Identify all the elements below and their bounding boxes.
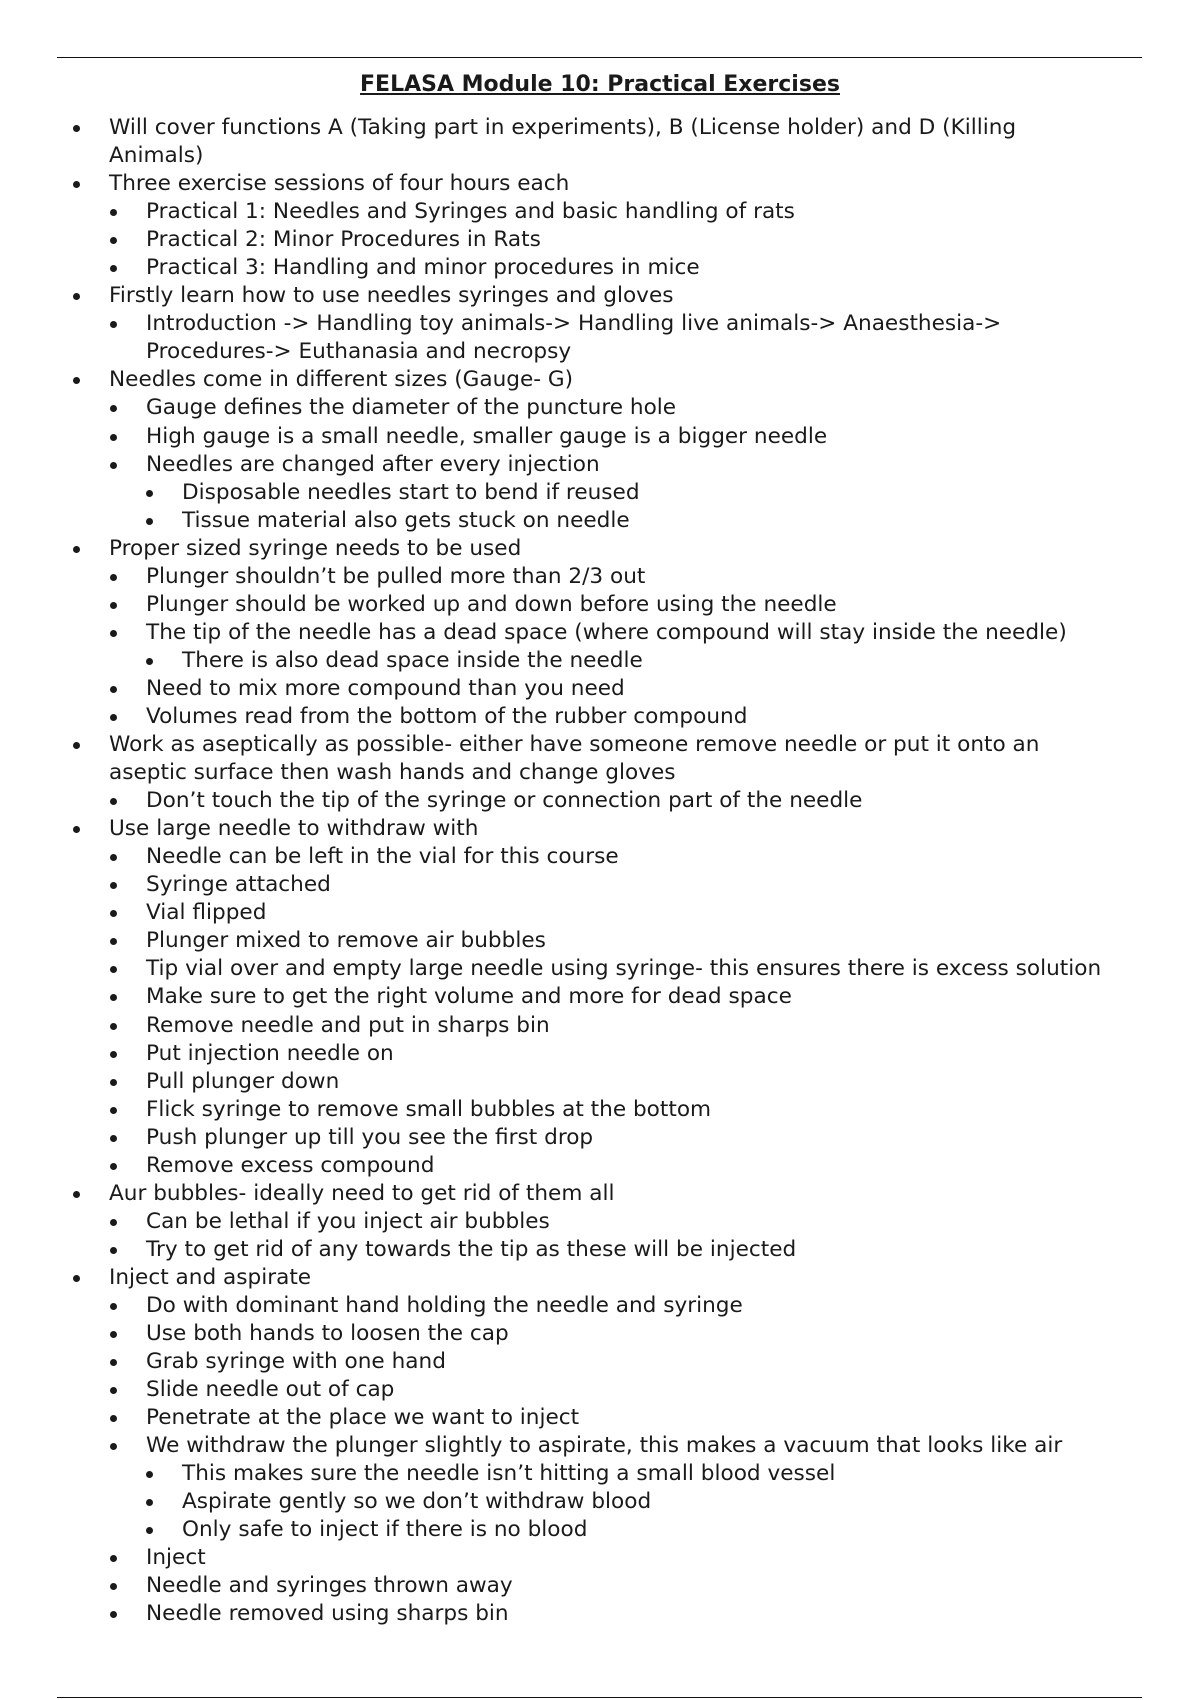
- list-item: [0, 843, 1126, 871]
- bullet-icon: [110, 1555, 117, 1562]
- bullet-icon: [110, 1247, 117, 1254]
- list-item: [0, 899, 1126, 927]
- list-item-text: Use both hands to loosen the cap: [146, 1321, 509, 1347]
- bullet-icon: [110, 1303, 117, 1310]
- list-item: [0, 1264, 1109, 1292]
- bullet-icon: [110, 1163, 117, 1170]
- list-item-text: Gauge defines the diameter of the puncture hole: [146, 395, 677, 421]
- bullet-icon: [73, 1275, 80, 1282]
- list-item-text: Push plunger up till you see the first drop: [146, 1124, 594, 1150]
- list-item-text: Penetrate at the place we want to inject: [146, 1405, 580, 1431]
- list-item-text: Needle removed using sharps bin: [146, 1601, 509, 1627]
- bullet-icon: [110, 405, 117, 412]
- list-item-text: Practical 1: Needles and Syringes and basic handling of rats: [146, 199, 795, 225]
- list-item: [0, 1180, 1109, 1208]
- list-item: [0, 1012, 1126, 1040]
- list-item: [0, 1068, 1126, 1096]
- list-item-text: Will cover functions A (Taking part in experiments), B (License holder) and D (Killing Animals): [109, 115, 1017, 169]
- list-item-text: Remove needle and put in sharps bin: [146, 1012, 550, 1038]
- list-item: [0, 535, 1109, 563]
- list-item: [0, 479, 1132, 507]
- list-item: [0, 394, 1126, 422]
- list-item-text: The tip of the needle has a dead space (where compound will stay inside the needle): [146, 619, 1067, 645]
- list-item: [0, 1600, 1126, 1628]
- bullet-icon: [73, 1191, 80, 1198]
- bullet-icon: [110, 321, 117, 328]
- bullet-icon: [110, 1107, 117, 1114]
- list-item: [0, 1460, 1132, 1488]
- list-item-text: Can be lethal if you inject air bubbles: [146, 1208, 550, 1234]
- list-item-text: Do with dominant hand holding the needle and syringe: [146, 1292, 743, 1318]
- list-item: [0, 787, 1126, 815]
- bottom-rule: [57, 1697, 1142, 1698]
- list-item-text: Syringe attached: [146, 872, 331, 898]
- list-item-text: Slide needle out of cap: [146, 1377, 395, 1403]
- list-item-text: Introduction -> Handling toy animals-> Handling live animals-> Anaesthesia-> Procedures-> Euthanasia and necropsy: [146, 311, 1002, 365]
- bullet-icon: [110, 1023, 117, 1030]
- list-item: [0, 675, 1126, 703]
- bullet-icon: [73, 293, 80, 300]
- bullet-icon: [110, 882, 117, 889]
- list-item: [0, 1544, 1126, 1572]
- list-item: [0, 451, 1126, 479]
- list-item-text: Pull plunger down: [146, 1068, 340, 1094]
- list-item: [0, 703, 1126, 731]
- list-item: [0, 1152, 1126, 1180]
- bullet-icon: [110, 1611, 117, 1618]
- list-item: [0, 170, 1109, 198]
- list-item-text: Try to get rid of any towards the tip as these will be injected: [146, 1236, 797, 1262]
- bullet-icon: [110, 910, 117, 917]
- list-item-text: Aspirate gently so we don’t withdraw blood: [182, 1489, 652, 1515]
- bullet-icon: [110, 1415, 117, 1422]
- bullet-icon: [110, 686, 117, 693]
- bullet-icon: [73, 546, 80, 553]
- list-item: [0, 226, 1126, 254]
- bullet-icon: [73, 826, 80, 833]
- list-item-text: Three exercise sessions of four hours each: [109, 171, 570, 197]
- list-item-text: Plunger should be worked up and down before using the needle: [146, 591, 837, 617]
- list-item: [0, 1040, 1126, 1068]
- list-item-text: Work as aseptically as possible- either have someone remove needle or put it onto an aseptic surface then wash hands and change gloves: [109, 732, 1040, 786]
- bullet-icon: [110, 574, 117, 581]
- bullet-icon: [110, 1135, 117, 1142]
- list-item: [0, 927, 1126, 955]
- list-item: [0, 1572, 1126, 1600]
- bullet-icon: [110, 714, 117, 721]
- list-item: [0, 1348, 1126, 1376]
- list-item: [0, 591, 1126, 619]
- list-item: [0, 1432, 1126, 1460]
- list-item: [0, 254, 1126, 282]
- list-item: [0, 1124, 1126, 1152]
- bullet-icon: [73, 377, 80, 384]
- bullet-icon: [110, 1443, 117, 1450]
- list-item-text: Needles are changed after every injection: [146, 451, 600, 477]
- list-item-text: Proper sized syringe needs to be used: [109, 535, 522, 561]
- bullet-icon: [73, 742, 80, 749]
- list-item-text: Tissue material also gets stuck on needle: [182, 507, 630, 533]
- list-item-text: Practical 2: Minor Procedures in Rats: [146, 227, 541, 253]
- bullet-icon: [110, 994, 117, 1001]
- top-rule: [57, 57, 1142, 58]
- list-item: [0, 1376, 1126, 1404]
- bullet-icon: [110, 1359, 117, 1366]
- list-item: [0, 1292, 1126, 1320]
- bullet-icon: [110, 798, 117, 805]
- bullet-icon: [110, 265, 117, 272]
- list-item: [0, 1208, 1126, 1236]
- list-item-text: High gauge is a small needle, smaller gauge is a bigger needle: [146, 423, 828, 449]
- list-item: [0, 366, 1109, 394]
- list-item: [0, 983, 1126, 1011]
- list-item: [0, 871, 1126, 899]
- list-item: [0, 731, 1109, 787]
- bullet-icon: [146, 1471, 153, 1478]
- bullet-icon: [110, 1387, 117, 1394]
- list-item: [0, 1404, 1126, 1432]
- list-item: [0, 1516, 1132, 1544]
- list-item-text: Firstly learn how to use needles syringes and gloves: [109, 283, 674, 309]
- list-item: [0, 815, 1109, 843]
- list-item: [0, 507, 1132, 535]
- list-item: [0, 1236, 1126, 1264]
- bullet-icon: [110, 434, 117, 441]
- list-item-text: Plunger mixed to remove air bubbles: [146, 928, 546, 954]
- bullet-icon: [73, 181, 80, 188]
- list-item: [0, 647, 1132, 675]
- list-item-text: There is also dead space inside the needle: [182, 647, 643, 673]
- list-item-text: Flick syringe to remove small bubbles at the bottom: [146, 1096, 712, 1122]
- list-item-text: Plunger shouldn’t be pulled more than 2/3 out: [146, 563, 646, 589]
- list-item: [0, 1096, 1126, 1124]
- bullet-icon: [110, 237, 117, 244]
- bullet-icon: [110, 462, 117, 469]
- list-item: [0, 198, 1126, 226]
- list-item-text: Needle and syringes thrown away: [146, 1573, 513, 1599]
- list-item: [0, 310, 1126, 366]
- list-item-text: Needles come in different sizes (Gauge- G): [109, 367, 574, 393]
- list-item-text: Don’t touch the tip of the syringe or connection part of the needle: [146, 788, 863, 814]
- bullet-icon: [110, 630, 117, 637]
- list-item: [0, 282, 1109, 310]
- bullet-icon: [110, 966, 117, 973]
- document-title: FELASA Module 10: Practical Exercises: [360, 72, 840, 97]
- list-item-text: Aur bubbles- ideally need to get rid of them all: [109, 1180, 615, 1206]
- bullet-icon: [146, 490, 153, 497]
- bullet-icon: [146, 1499, 153, 1506]
- list-item-text: Make sure to get the right volume and more for dead space: [146, 984, 792, 1010]
- list-item-text: Volumes read from the bottom of the rubber compound: [146, 703, 748, 729]
- list-item-text: Tip vial over and empty large needle using syringe- this ensures there is excess solution: [146, 956, 1102, 982]
- list-item: [0, 114, 1109, 170]
- list-item-text: Needle can be left in the vial for this course: [146, 844, 619, 870]
- bullet-icon: [146, 518, 153, 525]
- list-item-text: We withdraw the plunger slightly to aspirate, this makes a vacuum that looks like air: [146, 1433, 1063, 1459]
- bullet-icon: [110, 1331, 117, 1338]
- list-item-text: Inject and aspirate: [109, 1264, 312, 1290]
- bullet-icon: [73, 125, 80, 132]
- bullet-icon: [110, 209, 117, 216]
- list-item: [0, 619, 1126, 647]
- bullet-icon: [110, 602, 117, 609]
- bullet-icon: [146, 1527, 153, 1534]
- bullet-icon: [110, 938, 117, 945]
- bullet-icon: [146, 658, 153, 665]
- list-item-text: Put injection needle on: [146, 1040, 394, 1066]
- list-item-text: Remove excess compound: [146, 1152, 435, 1178]
- bullet-icon: [110, 1583, 117, 1590]
- bullet-icon: [110, 1079, 117, 1086]
- list-item: [0, 423, 1126, 451]
- list-item-text: Only safe to inject if there is no blood: [182, 1517, 588, 1543]
- list-item-text: Disposable needles start to bend if reused: [182, 479, 640, 505]
- list-item: [0, 955, 1126, 983]
- list-item: [0, 1320, 1126, 1348]
- notes-list: [0, 114, 1200, 1629]
- list-item-text: Use large needle to withdraw with: [109, 816, 479, 842]
- list-item-text: Grab syringe with one hand: [146, 1349, 446, 1375]
- list-item-text: Need to mix more compound than you need: [146, 675, 625, 701]
- list-item: [0, 563, 1126, 591]
- list-item: [0, 1488, 1132, 1516]
- bullet-icon: [110, 854, 117, 861]
- list-item-text: Inject: [146, 1545, 206, 1571]
- list-item-text: This makes sure the needle isn’t hitting a small blood vessel: [182, 1461, 836, 1487]
- bullet-icon: [110, 1051, 117, 1058]
- list-item-text: Practical 3: Handling and minor procedures in mice: [146, 255, 700, 281]
- bullet-icon: [110, 1219, 117, 1226]
- list-item-text: Vial flipped: [146, 900, 267, 926]
